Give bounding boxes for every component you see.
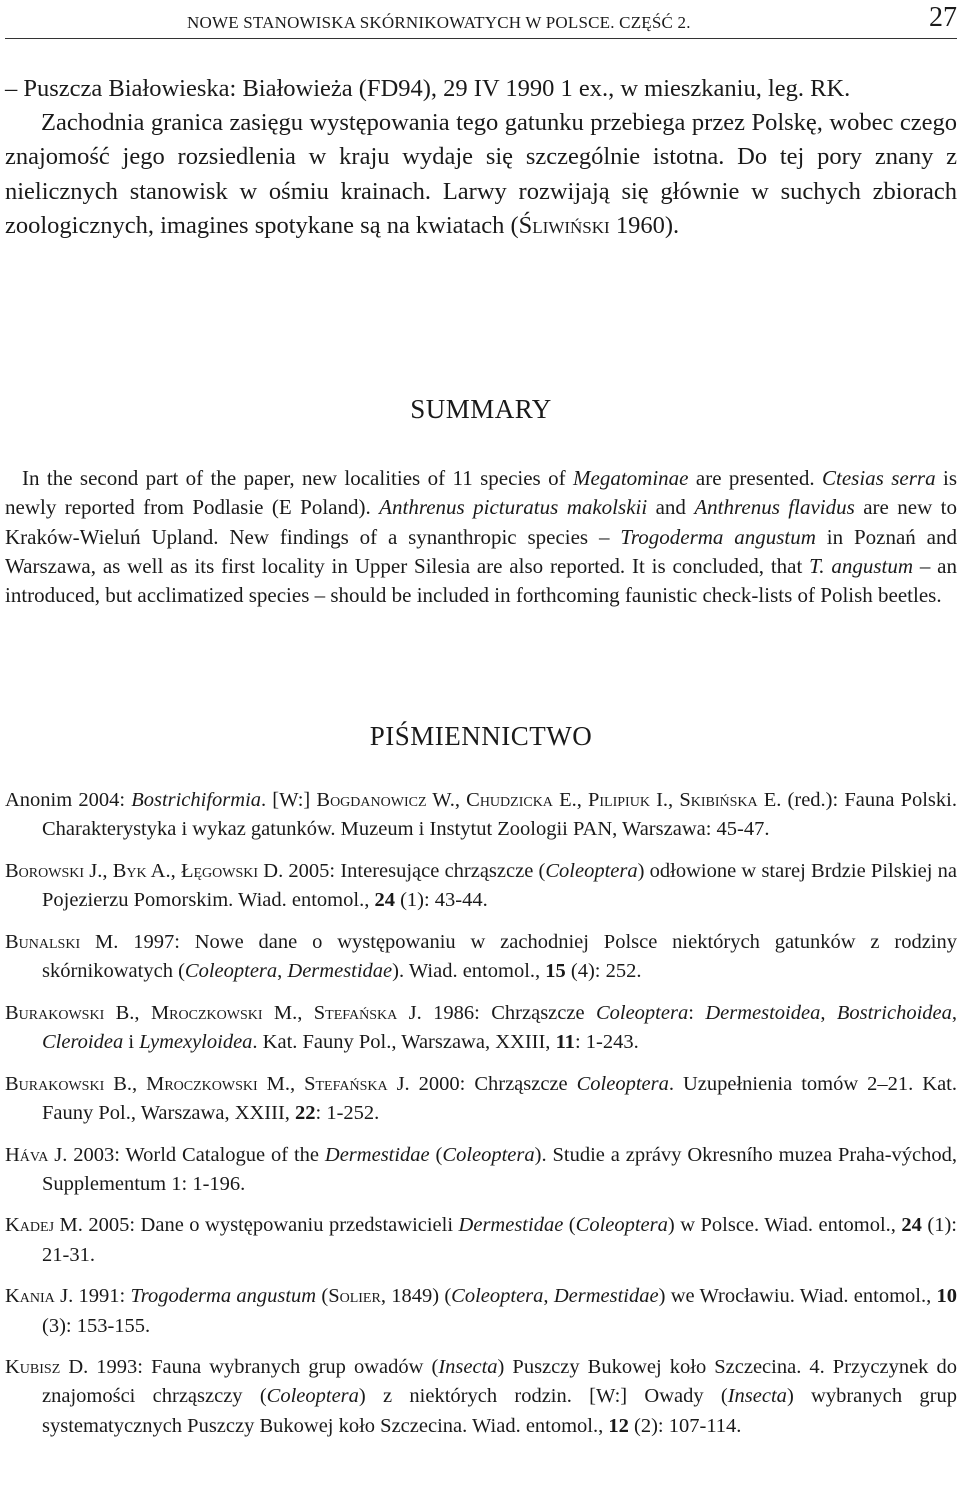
page-header	[5, 4, 957, 39]
reference-item: Borowski J., Byk A., Łęgowski D. 2005: Interesujące chrząszcze (Coleoptera) odłowione w starej Brdzie Pilskiej na Pojezierzu Pomorskim. Wiad. entomol., 24 (1): 43-44.	[5, 859, 957, 912]
page-number: 27	[929, 2, 957, 33]
reference-item: Anonim 2004: Bostrichiformia. [W:] Bogdanowicz W., Chudzicka E., Pilipiuk I., Skibińska E. (red.): Fauna Polski. Charakterystyka i wykaz gatunków. Muzeum i Instytut Zoologii PAN, Warszawa: 45-47.	[5, 789, 957, 841]
references-heading: PIŚMIENNICTWO	[369, 721, 593, 751]
reference-list	[5, 786, 957, 1453]
reference-item: Bunalski M. 1997: Nowe dane o występowaniu w zachodniej Polsce niektórych gatunków z rodziny skórnikowatych (Coleoptera, Dermestidae). Wiad. entomol., 15 (4): 252.	[5, 930, 957, 983]
locality-record: – Puszcza Białowieska: Białowieża (FD94), 29 IV 1990 1 ex., w mieszkaniu, leg. RK.	[5, 75, 851, 102]
cited-author: Śliwiński	[518, 211, 610, 239]
reference-item: Burakowski B., Mroczkowski M., Stefańska J. 2000: Chrząszcze Coleoptera. Uzupełnienia tomów 2–21. Kat. Fauny Pol., Warszawa, XXIII, 22: 1-252.	[5, 1072, 957, 1124]
reference-item: Kubisz D. 1993: Fauna wybranych grup owadów (Insecta) Puszczy Bukowej koło Szczecina. 4. Przyczynek do znajomości chrząszczy (Coleoptera) z niektórych rodzin. [W:] Owady (Insecta) wybranych grup systematycznych Puszczy Bukowej koło Szczecina. Wiad. entomol., 12 (2): 107-114.	[5, 1356, 958, 1437]
reference-item: Kadej M. 2005: Dane o występowaniu przedstawicieli Dermestidae (Coleoptera) w Polsce. Wiad. entomol., 24 (1): 21-31.	[5, 1214, 957, 1266]
reference-item: Háva J. 2003: World Catalogue of the Dermestidae (Coleoptera). Studie a zprávy Okresního muzea Praha-východ, Supplementum 1: 1-196.	[5, 1143, 958, 1195]
species-discussion: Zachodnia granica zasięgu występowania tego gatunku przebiega przez Polskę, wobec czego znajomość jego rozsiedlenia w kraju wydaje się szczególnie istotna. Do tej pory znany z nielicznych stanowisk w ośmiu krainach. Larwy rozwijają się głównie w suchych zbiorach zoologicznych, imagines spotykane są na kwiatach (Śliwiński 1960).	[5, 109, 957, 239]
running-title: NOWE STANOWISKA SKÓRNIKOWATYCH W POLSCE. CZĘŚĆ 2.	[187, 13, 691, 32]
body-text	[5, 72, 957, 243]
summary-paragraph: In the second part of the paper, new localities of 11 species of Megatominae are presented. Ctesias serra is newly reported from Podlasie (E Poland). Anthrenus picturatus makolskii and Anthrenus flavidus are new to Kraków-Wieluń Upland. New findings of a synanthropic species – Trogoderma angustum in Poznań and Warszawa, as well as its first locality in Upper Silesia are also reported. It is concluded, that T. angustum – an introduced, but acclimatized species – should be included in forthcoming faunistic check-lists of Polish beetles.	[5, 466, 958, 608]
summary-heading: SUMMARY	[410, 394, 552, 424]
reference-item: Kania J. 1991: Trogoderma angustum (Solier, 1849) (Coleoptera, Dermestidae) we Wrocławiu. Wiad. entomol., 10 (3): 153-155.	[5, 1285, 957, 1337]
reference-item: Burakowski B., Mroczkowski M., Stefańska J. 1986: Chrząszcze Coleoptera: Dermestoidea, Bostrichoidea, Cleroidea i Lymexyloidea. Kat. Fauny Pol., Warszawa, XXIII, 11: 1-243.	[5, 1001, 957, 1053]
